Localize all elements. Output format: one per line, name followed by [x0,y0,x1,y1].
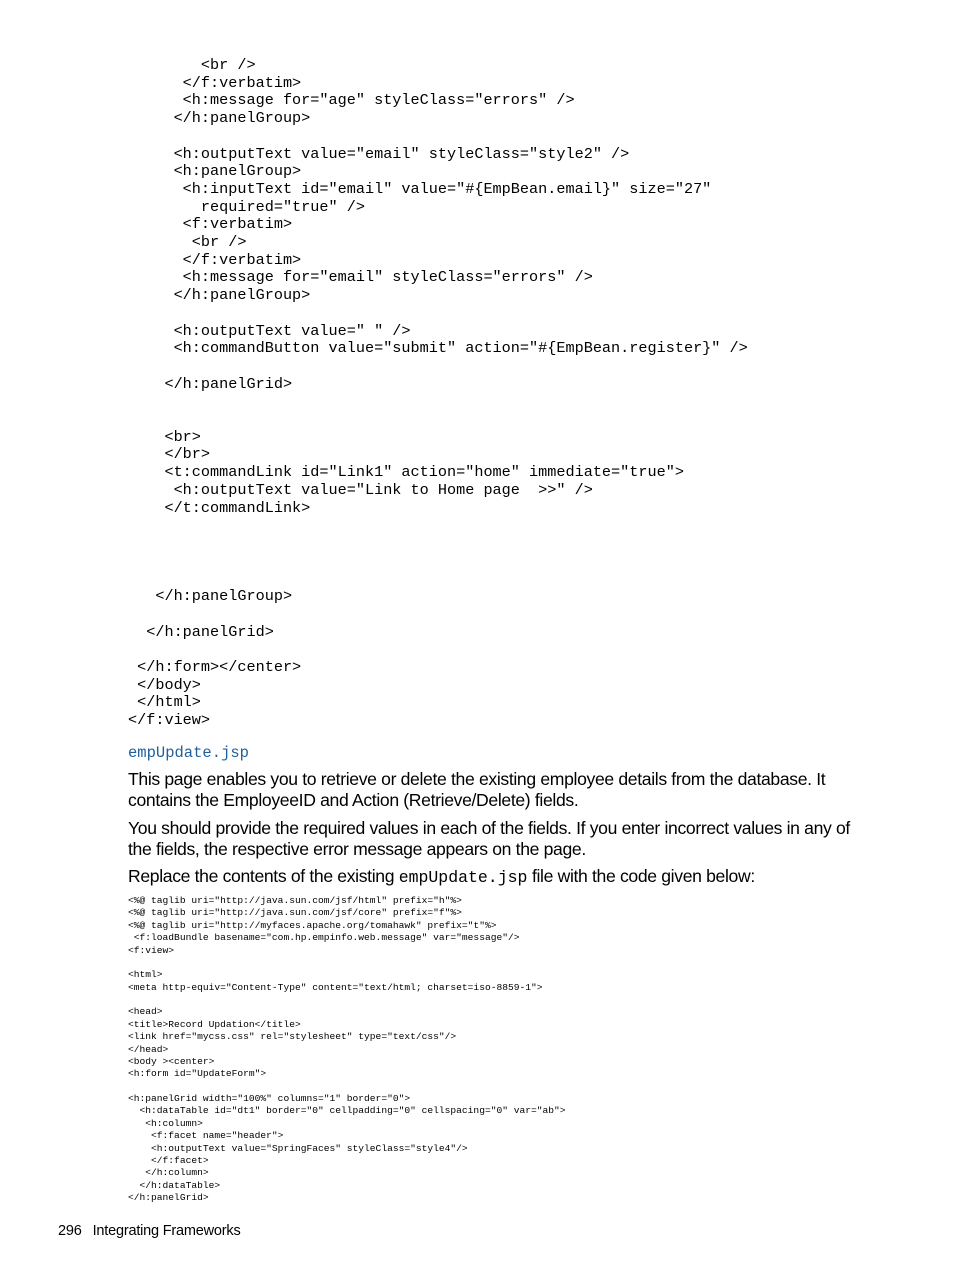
page-footer [58,1222,241,1240]
replace-text-after: file with the code given below: [527,866,755,886]
code-listing-continued: <br /> </f:verbatim> <h:message for="age" styleClass="errors" /> </h:panelGroup> <h:outputText value="email" styleClass="style2" /> <h:panelGroup> <h:inputText id="email" value="#{EmpBean.email}" size="27" required="true" /> <f:verbatim> <br /> </f:verbatim> <h:message for="email" styleClass="errors" /> </h:panelGroup> <h:outputText value=" " /> <h:commandButton value="submit" action="#{EmpBean.register}" /> </h:panelGrid> <br> </br> <t:commandLink id="Link1" action="home" immediate="true"> <h:outputText value="Link to Home page >>" /> </t:commandLink> </h:panelGroup> </h:panelGrid> </h:form></center> </body> </html> </f:view> [128,56,748,730]
section-heading-empupdate-jsp: empUpdate.jsp [128,744,249,762]
paragraph-required-values: You should provide the required values in each of the fields. If you enter incorrect values in any of the fields, the respective error message appears on the page. [128,818,850,859]
inline-filename: empUpdate.jsp [398,868,528,887]
paragraph-replace-contents [128,866,858,888]
paragraph-page-description: This page enables you to retrieve or delete the existing employee details from the database. It contains the EmployeeID and Action (Retrieve/Delete) fields. [128,769,826,810]
code-listing-empupdate: <%@ taglib uri="http://java.sun.com/jsf/html" prefix="h"%> <%@ taglib uri="http://java.sun.com/jsf/core" prefix="f"%> <%@ taglib uri="http://myfaces.apache.org/tomahawk" prefix="t"%> <f:loadBundle basename="com.hp.empinfo.web.message" var="message"/> <f:view> <html> <meta http-equiv="Content-Type" content="text/html; charset=iso-8859-1"> <head> <title>Record Updation</title> <link href="mycss.css" rel="stylesheet" type="text/css"/> </head> <body ><center> <h:form id="UpdateForm"> <h:panelGrid width="100%" columns="1" border="0"> <h:dataTable id="dt1" border="0" cellpadding="0" cellspacing="0" var="ab"> <h:column> <f:facet name="header"> <h:outputText value="SpringFaces" styleClass="style4"/> </f:facet> </h:column> </h:dataTable> </h:panelGrid> [128,895,566,1203]
replace-text-before: Replace the contents of the existing [128,866,399,886]
chapter-title: Integrating Frameworks [92,1223,241,1239]
page-number: 296 [58,1223,82,1239]
